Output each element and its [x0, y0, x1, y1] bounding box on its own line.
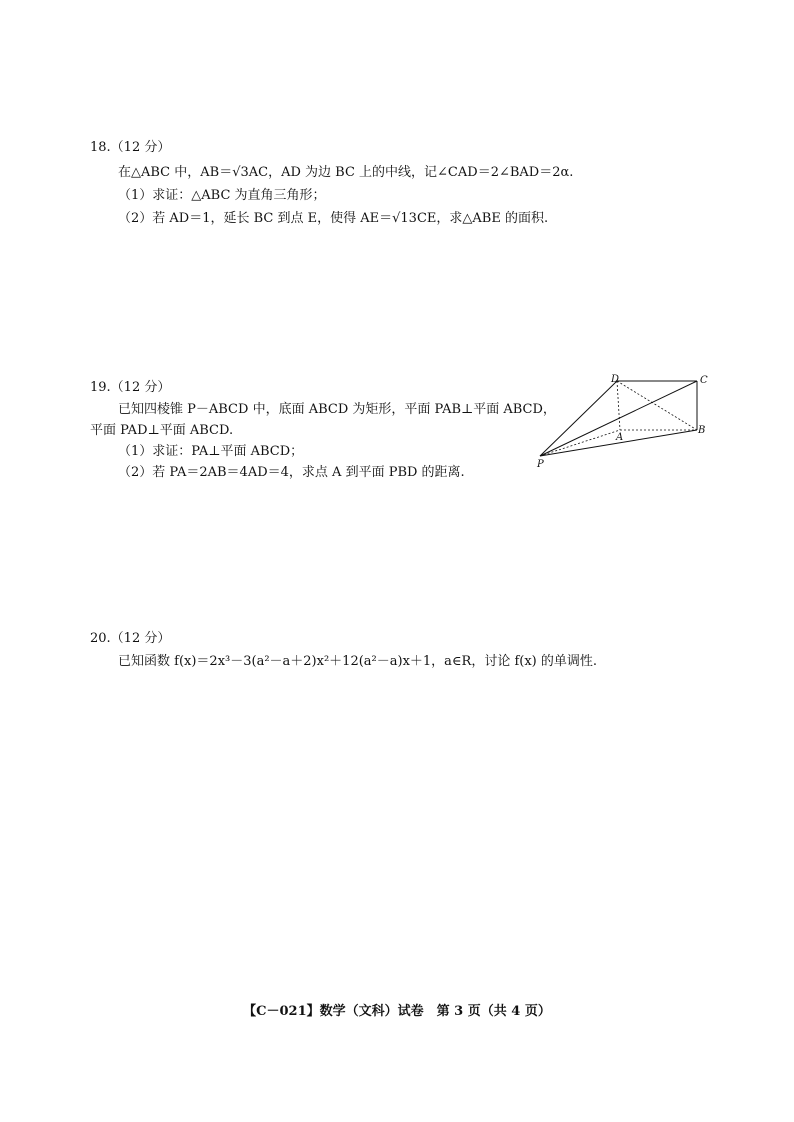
- pyramid-figure: [530, 370, 720, 475]
- edge-PA: [540, 430, 620, 456]
- q18-part1: （1）求证：△ABC 为直角三角形；: [118, 188, 326, 203]
- label-C: C: [700, 375, 708, 386]
- q20-number: 20.（12 分）: [90, 631, 171, 646]
- q19-stem-line1: 已知四棱锥 P－ABCD 中，底面 ABCD 为矩形，平面 PAB⊥平面 ABCD，: [118, 402, 556, 417]
- label-A: A: [616, 432, 624, 443]
- edge-PC: [540, 381, 697, 456]
- q19-part1: （1）求证：PA⊥平面 ABCD；: [118, 444, 304, 459]
- q19-part2: （2）若 PA＝2AB＝4AD＝4，求点 A 到平面 PBD 的距离.: [118, 465, 465, 480]
- edge-DA: [617, 381, 620, 430]
- label-P: P: [537, 459, 544, 470]
- q19-stem-line2: 平面 PAD⊥平面 ABCD.: [90, 423, 234, 438]
- q18-stem: 在△ABC 中，AB＝√3AC，AD 为边 BC 上的中线，记∠CAD＝2∠BAD＝2α.: [118, 165, 574, 180]
- q18-part2: （2）若 AD＝1，延长 BC 到点 E，使得 AE＝√13CE，求△ABE 的面积.: [118, 211, 549, 226]
- edge-DB: [617, 381, 697, 430]
- q20-stem: 已知函数 f(x)＝2x³－3(a²－a＋2)x²＋12(a²－a)x＋1，a∈R，讨论 f(x) 的单调性.: [118, 654, 598, 669]
- q18-number: 18.（12 分）: [90, 140, 171, 155]
- q19-number: 19.（12 分）: [90, 380, 171, 395]
- label-D: D: [611, 374, 620, 385]
- label-B: B: [698, 425, 706, 436]
- page-footer: 【C－021】数学（文科）试卷 第 3 页（共 4 页）: [243, 1004, 551, 1019]
